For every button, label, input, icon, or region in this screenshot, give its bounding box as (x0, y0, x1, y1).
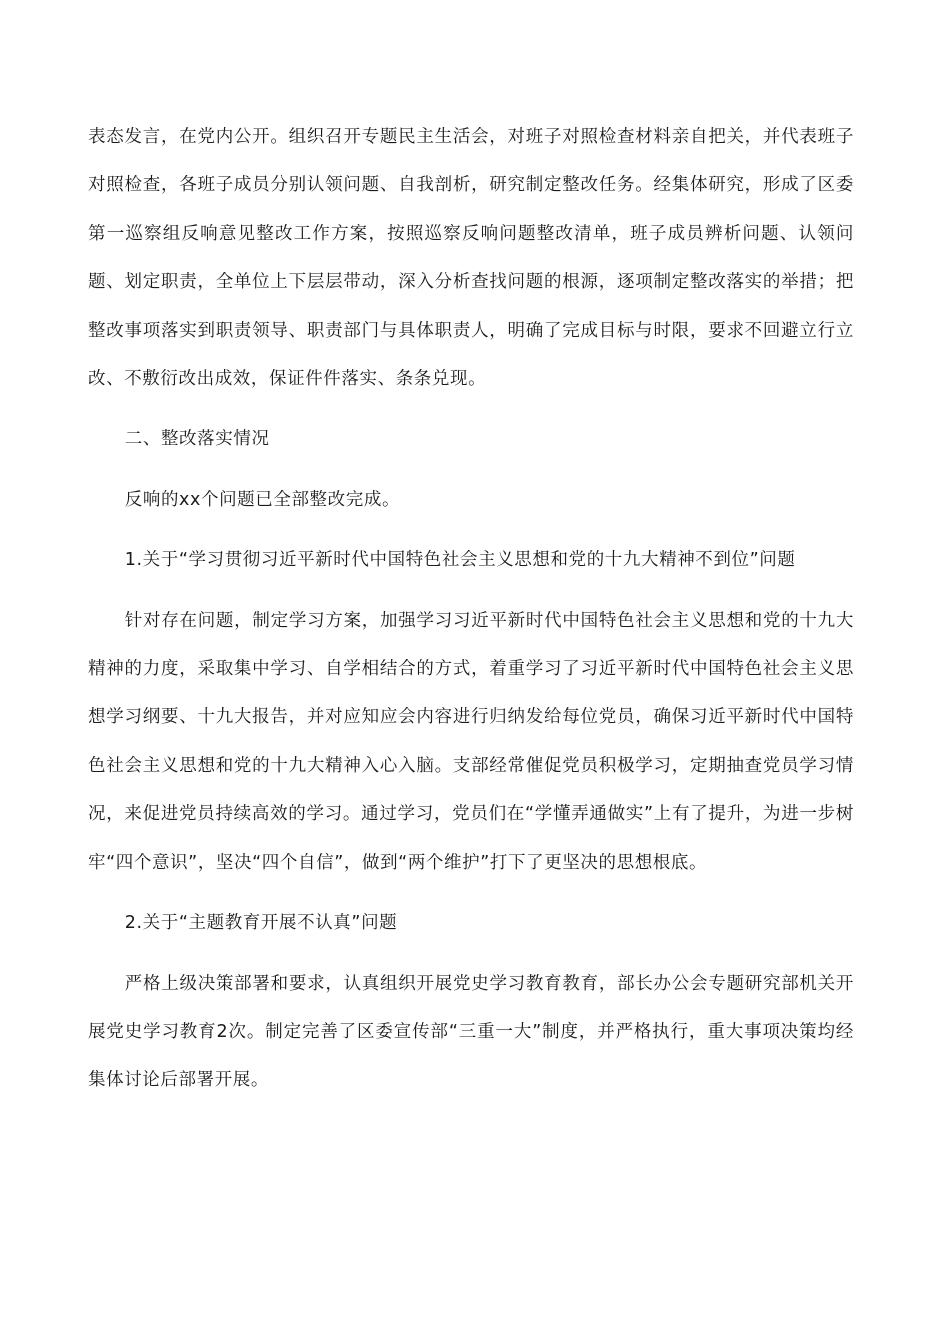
paragraph-summary: 反响的xx个问题已全部整改完成。 (124, 489, 401, 510)
item-heading-2: 2.关于“主题教育开展不认真”问题 (124, 913, 398, 934)
paragraph-item-2: 严格上级决策部署和要求，认真组织开展党史学习教育教育，部长办公会专题研究部机关开展党史学习教育2次。制定完善了区委宣传部“三重一大”制度，并严格执行，重大事项决策均经集体讨论后部署开展。 (88, 973, 854, 1091)
section-heading: 二、整改落实情况 (124, 429, 270, 450)
paragraph-continuation: 表态发言，在党内公开。组织召开专题民主生活会，对班子对照检查材料亲自把关，并代表班子对照检查，各班子成员分别认领问题、自我剖析，研究制定整改任务。经集体研究，形成了区委第一巡察组反响意见整改工作方案，按照巡察反响问题整改清单，班子成员辨析问题、认领问题、划定职责，全单位上下层层带动，深入分析查找问题的根源，逐项制定整改落实的举措；把整改事项落实到职责领导、职责部门与具体职责人，明确了完成目标与时限，要求不回避立行立改、不敷衍改出成效，保证件件落实、条条兑现。 (88, 127, 854, 390)
item-heading-1: 1.关于“学习贯彻习近平新时代中国特色社会主义思想和党的十九大精神不到位”问题 (124, 550, 796, 571)
document-body (88, 113, 854, 1117)
paragraph-item-1: 针对存在问题，制定学习方案，加强学习习近平新时代中国特色社会主义思想和党的十九大精神的力度，采取集中学习、自学相结合的方式，着重学习了习近平新时代中国特色社会主义思想学习纲要、十九大报告，并对应知应会内容进行归纳发给每位党员，确保习近平新时代中国特色社会主义思想和党的十九大精神入心入脑。支部经常催促党员积极学习，定期抽查党员学习情况，来促进党员持续高效的学习。通过学习，党员们在“学懂弄通做实”上有了提升，为进一步树牢“四个意识”，坚决“四个自信”，做到“两个维护”打下了更坚决的思想根底。 (88, 610, 854, 873)
